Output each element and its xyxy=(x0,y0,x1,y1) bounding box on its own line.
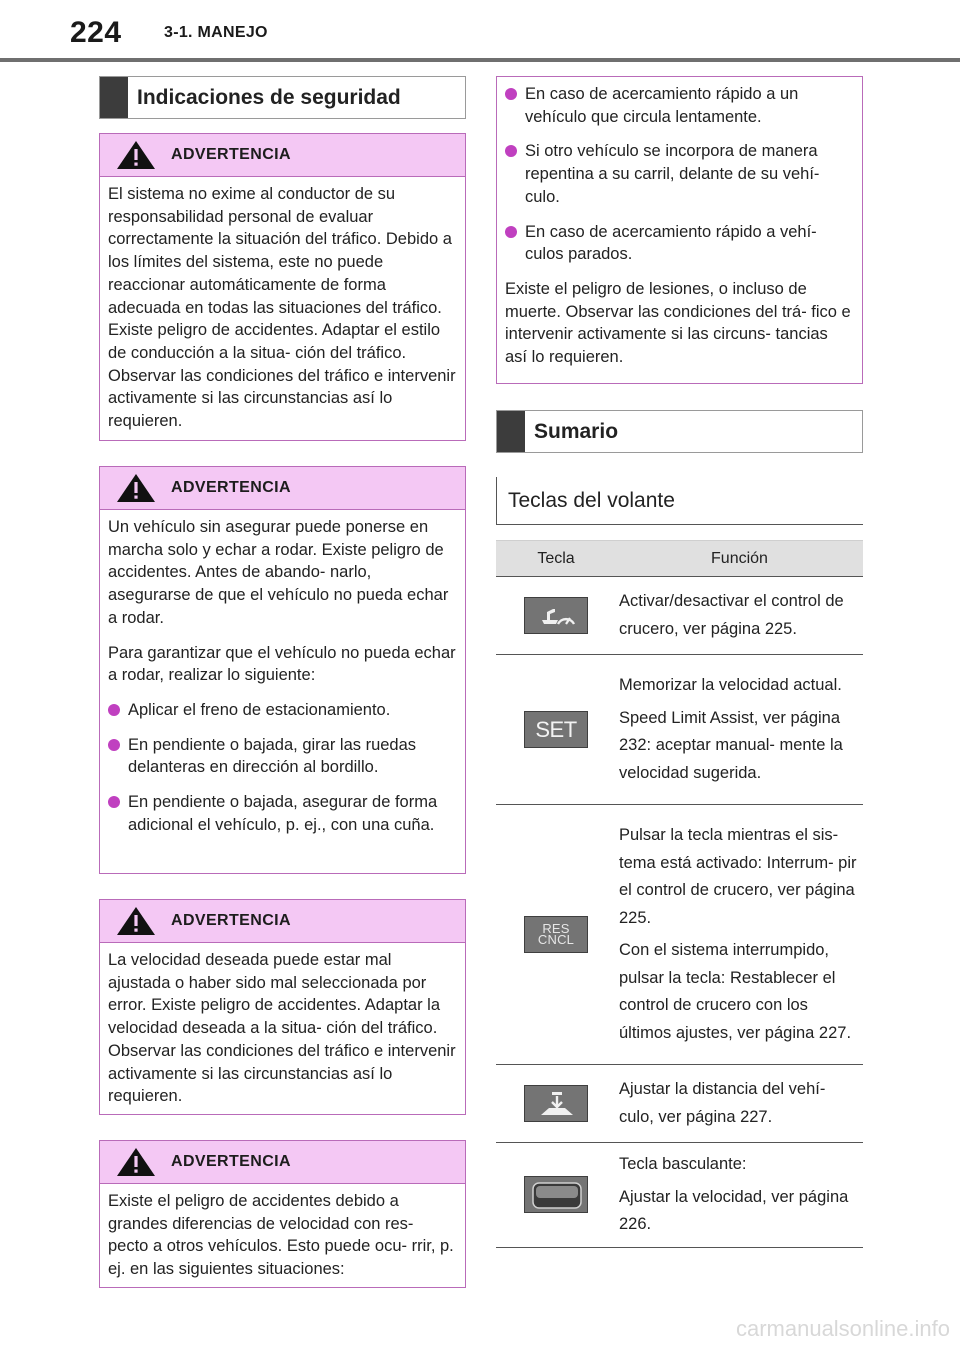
warning-label: ADVERTENCIA xyxy=(171,912,291,929)
chapter-title: 3-1. MANEJO xyxy=(164,24,268,41)
section-heading-title: Indicaciones de seguridad xyxy=(137,85,401,109)
function-text: Ajustar la velocidad, ver página 226. xyxy=(619,1187,849,1233)
section-heading-summary xyxy=(496,410,863,453)
function-text: Ajustar la distancia del vehí- culo, ver página 227. xyxy=(619,1080,826,1126)
warning-label: ADVERTENCIA xyxy=(171,1153,291,1170)
warning-header xyxy=(100,134,465,177)
table-row xyxy=(496,805,863,1065)
warning-box-4 xyxy=(99,1140,466,1288)
list-item: Si otro vehículo se incorpora de manera repentina a su carril, delante de su vehí- culo. xyxy=(505,140,854,208)
warning-box-2 xyxy=(99,466,466,874)
warning-text: El sistema no exime al conductor de su responsabilidad personal de evaluar correctamente la situación del tráfico. Debido a los límites del sistema, este no puede reaccionar automáticamente de forma adecuada en todas las situaciones del tráfico. Existe peligro de accidentes. Adaptar el estilo de conducción a la situa- ción del tráfico. Observar las condiciones del tráfico e intervenir activamente si las circunstancias así lo requieren. xyxy=(108,185,456,431)
function-text: Speed Limit Assist, ver página 232: aceptar manual- mente la velocidad sugerida. xyxy=(619,708,843,782)
list-item: Aplicar el freno de estacionamiento. xyxy=(108,699,457,722)
watermark: carmanualsonline.info xyxy=(735,1316,950,1341)
list-item: En caso de acercamiento rápido a un vehículo que circula lentamente. xyxy=(505,83,854,128)
list-item: En pendiente o bajada, girar las ruedas delanteras en dirección al bordillo. xyxy=(108,734,457,779)
left-column xyxy=(99,76,466,1288)
warning-header xyxy=(100,1141,465,1184)
function-text: Activar/desactivar el control de crucero, ver página 225. xyxy=(619,592,844,638)
warning-text: Para garantizar que el vehículo no pueda echar a rodar, realizar lo siguiente: xyxy=(108,643,456,685)
section-heading-bar xyxy=(100,77,128,118)
column-header-key: Tecla xyxy=(496,541,616,577)
table-row xyxy=(496,1143,863,1248)
right-column xyxy=(496,76,863,1248)
warning-box-1 xyxy=(99,133,466,441)
section-heading-bar xyxy=(497,411,525,452)
warning-triangle-icon xyxy=(116,906,156,936)
list-item: En pendiente o bajada, asegurar de forma adicional el vehículo, p. ej., con una cuña. xyxy=(108,791,457,836)
warning-triangle-icon xyxy=(116,140,156,170)
warning-triangle-icon xyxy=(116,473,156,503)
set-key: SET xyxy=(524,711,588,748)
warning-triangle-icon xyxy=(116,1147,156,1177)
table-row xyxy=(496,577,863,655)
warning-header xyxy=(100,900,465,943)
function-text: Pulsar la tecla mientras el sis- tema está activado: Interrum- pir el control de crucero, ver página 225. xyxy=(619,826,857,927)
list-item: En caso de acercamiento rápido a vehí- culos parados. xyxy=(505,221,854,266)
section-heading-safety xyxy=(99,76,466,119)
warning-text: Un vehículo sin asegurar puede ponerse en marcha solo y echar a rodar. Existe peligro de accidentes. Antes de abando- narlo, asegurarse de que el vehículo no pueda echar a rodar. xyxy=(108,518,449,627)
warning-text: Existe el peligro de accidentes debido a grandes diferencias de velocidad con res- pecto a otros vehículos. Esto puede ocu- rrir, p. ej. en las siguientes situaciones: xyxy=(108,1192,454,1279)
res-label: RES xyxy=(542,921,570,936)
warning-body xyxy=(100,510,465,847)
page-header xyxy=(0,0,960,62)
warning-label: ADVERTENCIA xyxy=(171,479,291,496)
column-header-function: Función xyxy=(616,541,863,577)
page-number: 224 xyxy=(70,16,122,49)
warning-box-3 xyxy=(99,899,466,1115)
res-cncl-key xyxy=(524,916,588,953)
warning-header xyxy=(100,467,465,510)
warning-body xyxy=(497,77,862,380)
keys-table xyxy=(496,540,863,1248)
table-header-row xyxy=(496,541,863,577)
cruise-control-icon xyxy=(524,597,588,634)
warning-body xyxy=(100,943,465,1119)
warning-body xyxy=(100,177,465,444)
section-heading-title: Sumario xyxy=(534,419,619,443)
warning-text: La velocidad deseada puede estar mal ajustada o haber sido mal seleccionada por error. Existe peligro de accidentes. Adaptar la velocidad deseada a la situa- ción del tráfico. Observar las condiciones del tráfico e intervenir activamente si las circunstancias así lo requieren. xyxy=(108,951,456,1106)
distance-icon xyxy=(524,1085,588,1122)
function-text: Tecla basculante: xyxy=(619,1155,747,1173)
warning-box-continued xyxy=(496,76,863,384)
warning-body xyxy=(100,1184,465,1292)
header-rule xyxy=(0,58,960,62)
function-text: Con el sistema interrumpido, pulsar la tecla: Restablecer el control de crucero con los últimos ajustes, ver página 227. xyxy=(619,941,852,1042)
table-row xyxy=(496,1065,863,1143)
subheading-steering-keys: Teclas del volante xyxy=(496,477,863,525)
cncl-label: CNCL xyxy=(537,932,575,947)
rocker-switch-icon xyxy=(524,1176,588,1213)
warning-text: Existe el peligro de lesiones, o incluso de muerte. Observar las condiciones del trá- fico e intervenir activamente si las circuns- tancias así lo requieren. xyxy=(505,279,851,367)
function-text: Memorizar la velocidad actual. xyxy=(619,676,842,694)
table-row xyxy=(496,655,863,805)
warning-label: ADVERTENCIA xyxy=(171,146,291,163)
